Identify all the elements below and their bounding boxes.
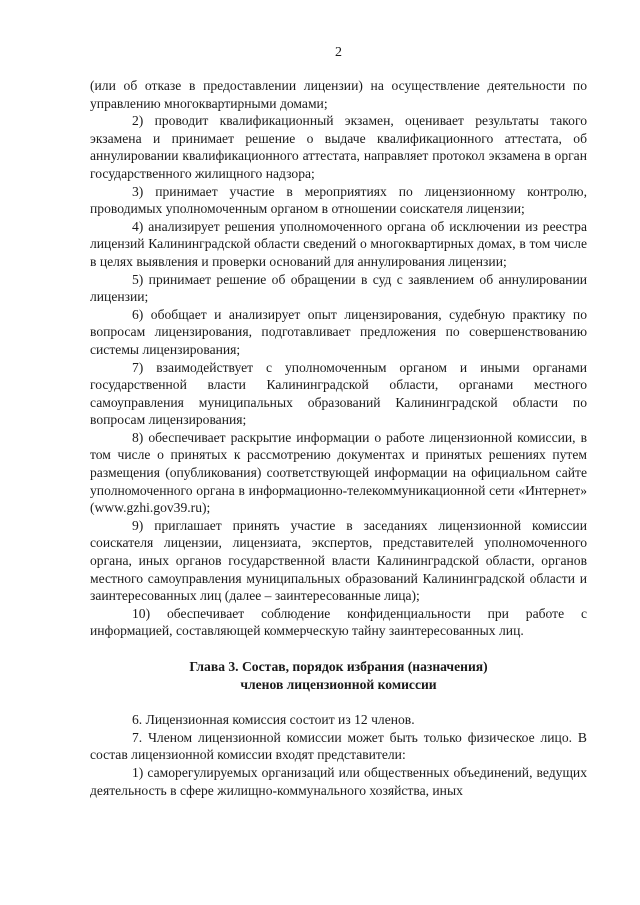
paragraphs-top xyxy=(90,77,587,640)
chapter-heading-line-1: Глава 3. Состав, порядок избрания (назначения) xyxy=(189,659,488,674)
paragraph: 8) обеспечивает раскрытие информации о работе лицензионной комиссии, в том числе о принятых к рассмотрению документах и принятых решениях путем размещения (опубликования) соответствующей информации на официальном сайте уполномоченного органа в информационно-телекоммуникационной сети «Интернет» (www.gzhi.gov39.ru); xyxy=(90,429,587,516)
paragraph: 2) проводит квалификационный экзамен, оценивает результаты такого экзамена и принимает решение о выдаче квалификационного аттестата, об аннулировании квалификационного аттестата, направляет протокол экзамена в орган государственного жилищного надзора; xyxy=(90,113,587,181)
paragraph: 1) саморегулируемых организаций или общественных объединений, ведущих деятельность в сфере жилищно-коммунального хозяйства, иных xyxy=(90,764,587,798)
page-number: 2 xyxy=(335,45,342,60)
paragraph: 6. Лицензионная комиссия состоит из 12 членов. xyxy=(132,712,415,728)
paragraph: 6) обобщает и анализирует опыт лицензирования, судебную практику по вопросам лицензирования, подготавливает предложения по совершенствованию системы лицензирования; xyxy=(90,306,587,357)
paragraph: 7. Членом лицензионной комиссии может быть только физическое лицо. В состав лицензионной комиссии входят представители: xyxy=(90,729,587,763)
paragraph: (или об отказе в предоставлении лицензии) на осуществление деятельности по управлению многоквартирными домами; xyxy=(90,78,587,111)
chapter-heading xyxy=(90,658,587,693)
paragraph: 4) анализирует решения уполномоченного органа об исключении из реестра лицензий Калининградской области сведений о многоквартирных домах, в том числе в целях выявления и проверки оснований для аннулирования лицензии; xyxy=(90,218,587,269)
paragraph: 7) взаимодействует с уполномоченным органом и иными органами государственной власти Калининградской области, органами местного самоуправления муниципальных образований Калининградской области по вопросам лицензирования; xyxy=(90,359,587,428)
paragraph: 3) принимает участие в мероприятиях по лицензионному контролю, проводимых уполномоченным органом в отношении соискателя лицензии; xyxy=(90,183,587,217)
paragraph: 5) принимает решение об обращении в суд с заявлением об аннулировании лицензии; xyxy=(90,271,587,305)
chapter-heading-line-2: членов лицензионной комиссии xyxy=(240,676,437,692)
paragraph: 10) обеспечивает соблюдение конфиденциальности при работе с информацией, составляющей коммерческую тайну заинтересованных лиц. xyxy=(90,605,587,639)
paragraphs-bottom xyxy=(90,711,587,799)
document-body xyxy=(90,77,587,799)
paragraph: 9) приглашает принять участие в заседаниях лицензионной комиссии соискателя лицензии, лицензиата, экспертов, представителей уполномоченного органа, иных органов государственной власти Калининградской области, органов местного самоуправления муниципальных образований Калининградской области и заинтересованных лиц (далее – заинтересованные лица); xyxy=(90,517,587,604)
